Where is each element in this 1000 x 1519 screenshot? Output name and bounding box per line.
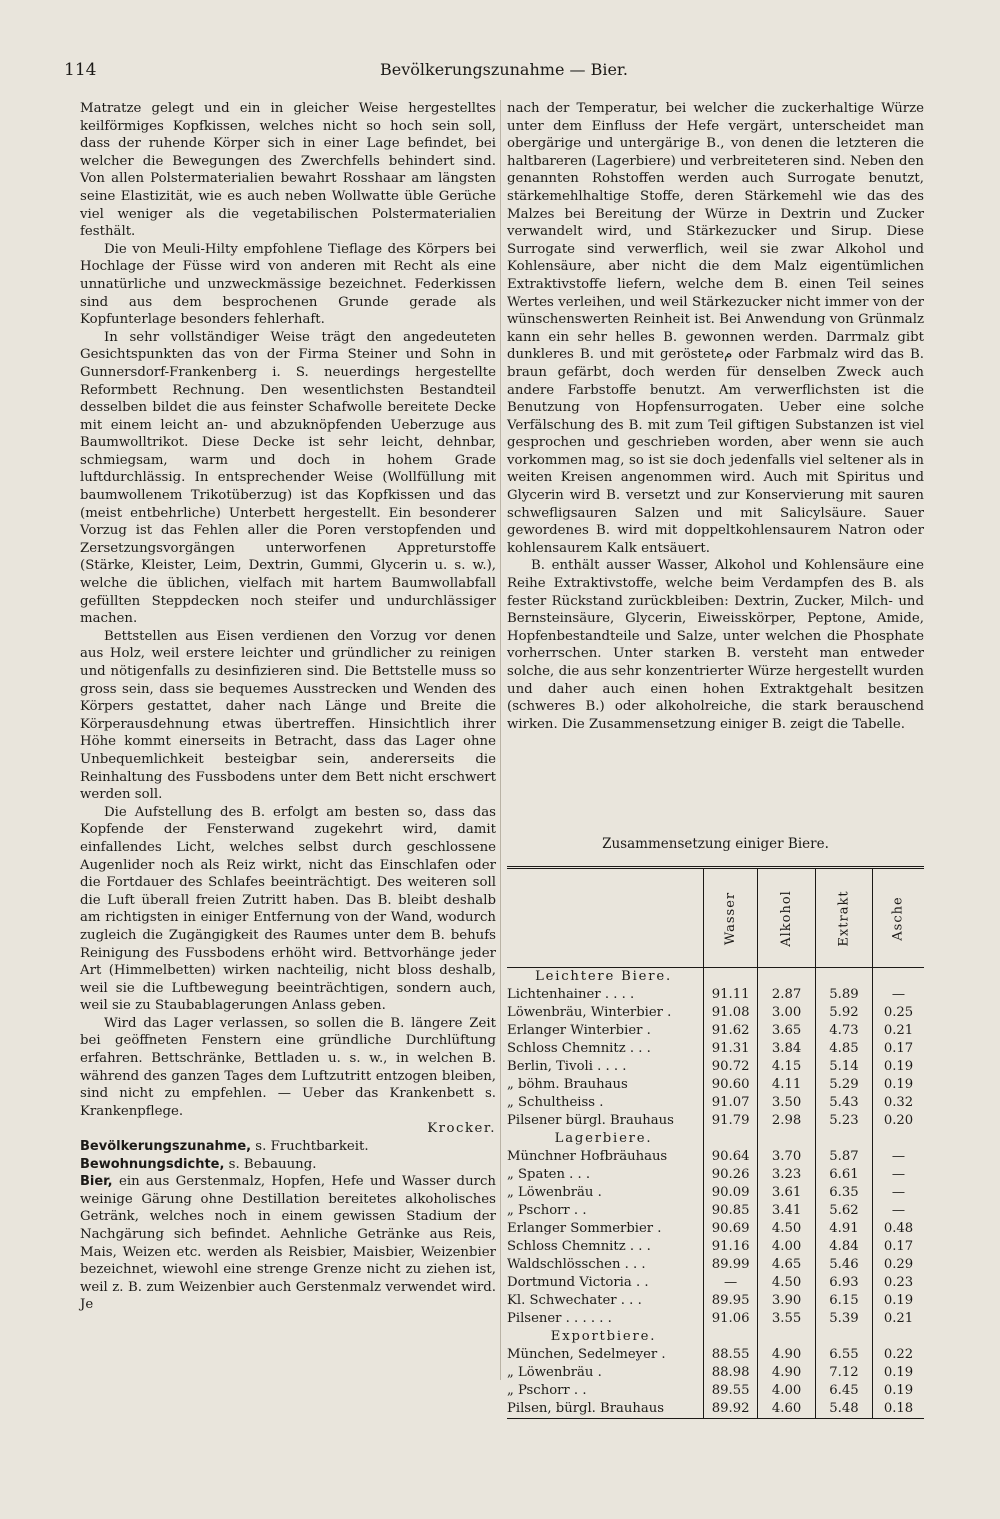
table-cell-empty [815,1130,872,1148]
value-cell: 89.92 [704,1400,758,1419]
column-header-wasser: Wasser [704,868,758,968]
value-cell: 3.41 [758,1202,816,1220]
value-cell: 4.60 [758,1400,816,1419]
value-cell: 0.23 [873,1274,925,1292]
beer-composition-table [507,866,924,1419]
beer-name-cell: Münchner Hofbräuhaus [507,1149,668,1164]
value-cell: 5.92 [815,1004,872,1022]
value-cell: 5.62 [815,1202,872,1220]
group-label: Exportbiere. [550,1329,657,1344]
value-cell: 5.23 [815,1112,872,1130]
table-row [507,1274,924,1292]
table-row [507,1310,924,1328]
value-cell: — [873,1202,925,1220]
value-cell: 4.90 [758,1346,816,1364]
value-cell: 90.26 [704,1166,758,1184]
value-cell: 3.84 [758,1040,816,1058]
paragraph-bettstellen: Bettstellen aus Eisen verdienen den Vorzug vor denen aus Holz, weil erstere leichter und gründlicher zu reinigen und nötigenfalls zu desinfizieren sind. Die Bettstelle muss so gross sein, dass sie bequemes Ausstrecken und Wenden des Körpers gestattet, daher nach Länge und Breite die Körperausdehnung etwas übertreffen. Hinsichtlich ihrer Höhe kommt einerseits in Betracht, dass das Lager ohne Unbequemlichkeit besteigbar sein, andererseits die Reinhaltung des Fussbodens unter dem Bett nicht erschwert werden soll. [80,628,496,803]
value-cell: 7.12 [815,1364,872,1382]
table-cell-empty [704,1130,758,1148]
left-column [80,100,496,1314]
value-cell: 5.46 [815,1256,872,1274]
value-cell: 91.62 [704,1022,758,1040]
paragraph-reformbett: In sehr vollständiger Weise trägt den angedeuteten Gesichtspunkten das von der Firma Steiner und Sohn in Gunnersdorf-Frankenberg i. S. neuerdings hergestellte Reformbett Rechnung. Den wesentlichsten Bestandteil desselben bildet die aus feinster Schafwolle bereitete Decke mit einem leicht an- und abzuknöpfenden Ueberzuge aus Baumwolltrikot. Diese Decke ist sehr leicht, dehnbar, schmiegsam, warm und doch in hohem Grade luftdurchlässig. In entsprechender Weise (Wollfüllung mit baumwollenem Trikotüberzug) ist das Kopfkissen und das (meist entbehrliche) Unterbett hergestellt. Ein besonderer Vorzug ist das Fehlen aller die Poren verstopfenden und Zersetzungsvorgängen unterworfenen Appreturstoffe (Stärke, Kleister, Leim, Dextrin, Gummi, Glycerin u. s. w.), welche die üblichen, vielfach mit hartem Baumwollabfall gefüllten Steppdecken noch steifer und undurchlässiger machen. [80,329,496,627]
paragraph-temperatur: nach der Temperatur, bei welcher die zuckerhaltige Würze unter dem Einfluss der Hefe vergärt, unterscheidet man obergärige und untergärige B., von denen die letzteren die haltbareren (Lagerbiere) und verbreiteteren sind. Neben den genannten Rohstoffen werden auch Surrogate benutzt, stärkemehlhaltige Stoffe, deren Stärkemehl wie das des Malzes bei Bereitung der Würze in Dextrin und Zucker verwandelt wird, und Stärkezucker und Sirup. Diese Surrogate sind verwerflich, weil sie zwar Alkohol und Kohlensäure, aber nicht die dem Malz eigentümlichen Extraktivstoffe liefern, welche dem B. einen Teil seines Wertes verleihen, und weil Stärkezucker nicht immer von der wünschenswerten Reinheit ist. Bei Anwendung von Grünmalz kann ein sehr helles B. gewonnen werden. Darrmalz gibt dunkleres B. und mit gerösteteم oder Farbmalz wird das B. braun gefärbt, doch werden für denselben Zweck auch andere Farbstoffe benutzt. Am verwerflichsten ist die Benutzung von Hopfensurrogaten. Ueber eine solche Verfälschung des B. mit zum Teil giftigen Substanzen ist viel gesprochen und geschrieben worden, aber wenn sie auch vorkommen mag, so ist sie doch jedenfalls viel seltener als in weiten Kreisen angenommen wird. Auch mit Spiritus und Glycerin wird B. versetzt und zur Konservierung mit sauren schwefligsauren Salzen und mit Salicylsäure. Sauer gewordenes B. wird mit doppeltkohlensaurem Natron oder kohlensaurem Kalk entsäuert. [507,101,924,556]
value-cell: 5.48 [815,1400,872,1419]
value-cell: 3.23 [758,1166,816,1184]
table-row [507,1382,924,1400]
entry-headword: Bevölkerungszunahme, [80,1139,252,1155]
group-label: Lagerbiere. [554,1131,653,1146]
beer-name-cell: „ Pschorr . . [507,1383,587,1398]
value-cell: 2.87 [758,986,816,1004]
table-row [507,1022,924,1040]
beer-name-cell: Berlin, Tivoli . . . . [507,1059,627,1074]
value-cell: 4.15 [758,1058,816,1076]
paragraph-matratze: Matratze gelegt und ein in gleicher Weise hergestelltes keilförmiges Kopfkissen, welches nicht so hoch sein soll, dass der ruhende Körper sich in einer Lage befindet, bei welcher die Bewegungen des Zwerchfells behindert sind. Von allen Polstermaterialien bewahrt Rosshaar am längsten seine Elastizität, wie es auch neben Wollwatte üble Gerüche viel weniger als die vegetabilischen Polstermaterialien festhält. [80,101,496,240]
value-cell: 91.07 [704,1094,758,1112]
value-cell: 88.98 [704,1364,758,1382]
table-cell-empty [815,968,872,987]
value-cell: 5.87 [815,1148,872,1166]
entry-crossref: s. Bebauung. [224,1156,317,1172]
table-row [507,1184,924,1202]
beer-name-cell: München, Sedelmeyer . [507,1347,666,1362]
value-cell: 4.73 [815,1022,872,1040]
beer-name-cell: Schloss Chemnitz . . . [507,1041,651,1056]
value-cell: 0.19 [873,1292,925,1310]
table-group-row [507,1328,924,1346]
table-row [507,1400,924,1419]
entry-bevoelkerungszunahme [80,1138,496,1156]
value-cell: 3.70 [758,1148,816,1166]
value-cell: 89.55 [704,1382,758,1400]
beer-name-cell: „ Spaten . . . [507,1167,591,1182]
beer-name-cell: Kl. Schwechater . . . [507,1293,642,1308]
table-cell-empty [758,1130,816,1148]
value-cell: 0.17 [873,1040,925,1058]
table-row [507,1058,924,1076]
beer-name-cell: „ Pschorr . . [507,1203,587,1218]
value-cell: 6.93 [815,1274,872,1292]
value-cell: 6.15 [815,1292,872,1310]
beer-name-cell: „ Löwenbräu . [507,1185,602,1200]
value-cell: 90.64 [704,1148,758,1166]
table-row [507,1076,924,1094]
value-cell: 88.55 [704,1346,758,1364]
value-cell: 90.09 [704,1184,758,1202]
value-cell: 4.11 [758,1076,816,1094]
right-column [507,100,924,733]
table-row [507,1148,924,1166]
entry-crossref: s. Fruchtbarkeit. [251,1139,369,1155]
value-cell: 91.31 [704,1040,758,1058]
value-cell: 0.25 [873,1004,925,1022]
table-row [507,986,924,1004]
value-cell: 0.18 [873,1400,925,1419]
value-cell: 6.35 [815,1184,872,1202]
value-cell: 90.85 [704,1202,758,1220]
value-cell: 0.22 [873,1346,925,1364]
value-cell: 6.45 [815,1382,872,1400]
value-cell: — [873,1148,925,1166]
group-label: Leichtere Biere. [535,969,672,984]
value-cell: 3.50 [758,1094,816,1112]
value-cell: — [873,986,925,1004]
beer-name-cell: „ böhm. Brauhaus [507,1077,628,1092]
value-cell: 4.00 [758,1382,816,1400]
value-cell: 0.19 [873,1382,925,1400]
column-header-alkohol: Alkohol [758,868,816,968]
beer-name-cell: Pilsener bürgl. Brauhaus [507,1113,674,1128]
table-cell-empty [704,1328,758,1346]
beer-name-cell: Erlanger Sommerbier . [507,1221,662,1236]
beer-name-cell: Lichtenhainer . . . . [507,987,635,1002]
value-cell: 91.16 [704,1238,758,1256]
entry-text: ein aus Gerstenmalz, Hopfen, Hefe und Wasser durch weinige Gärung ohne Destillation bereitetes alkoholisches Getränk, welches noch in einem gewissen Stadium der Nachgärung sich befindet. Aehnliche Getränke aus Reis, Mais, Weizen etc. werden als Reisbier, Maisbier, Weizenbier bezeichnet, wiewohl eine strenge Grenze nicht zu ziehen ist, weil z. B. zum Weizenbier auch Gerstenmalz verwendet wird. Je [80,1174,496,1313]
table-row [507,1112,924,1130]
table-row [507,1364,924,1382]
beer-name-cell: Dortmund Victoria . . [507,1275,649,1290]
value-cell: 0.48 [873,1220,925,1238]
author-signature: Krocker. [427,1121,496,1137]
beer-name-cell: Erlanger Winterbier . [507,1023,651,1038]
value-cell: 4.65 [758,1256,816,1274]
column-divider [500,100,501,1380]
table-cell-empty [873,1130,925,1148]
paragraph-aufstellung: Die Aufstellung des B. erfolgt am besten so, dass das Kopfende der Fensterwand zugekehrt wird, damit einfallendes Licht, welches selbst durch geschlossene Augenlider noch als Reiz wirkt, nicht das Einschlafen oder die Fortdauer des Schlafes beeinträchtigt. Des weiteren soll die Luft überall freien Zutritt haben. Das B. bleibt deshalb am richtigsten in einiger Entfernung von der Wand, wodurch zugleich die Zugängigkeit des Raumes unter dem B. behufs Reinigung des Fussbodens erhöht wird. Bettvorhänge jeder Art (Himmelbetten) wirken nachteilig, nicht bloss deshalb, weil sie die Luftbewegung beeinträchtigen, sondern auch, weil sie zu Staubablagerungen Anlass geben. [80,804,496,1014]
value-cell: 91.11 [704,986,758,1004]
table-row [507,1292,924,1310]
value-cell: — [873,1184,925,1202]
table-row [507,1238,924,1256]
value-cell: 5.29 [815,1076,872,1094]
value-cell: 4.00 [758,1238,816,1256]
value-cell: 4.84 [815,1238,872,1256]
value-cell: 6.61 [815,1166,872,1184]
table-body [507,968,924,1419]
table-cell-empty [758,968,816,987]
value-cell: — [704,1274,758,1292]
value-cell: 0.20 [873,1112,925,1130]
value-cell: 0.29 [873,1256,925,1274]
value-cell: 3.00 [758,1004,816,1022]
value-cell: 90.69 [704,1220,758,1238]
table-row [507,1346,924,1364]
paragraph-enthaelt: B. enthält ausser Wasser, Alkohol und Kohlensäure eine Reihe Extraktivstoffe, welche beim Verdampfen des B. als fester Rückstand zurückbleiben: Dextrin, Zucker, Milch- und Bernsteinsäure, Glycerin, Eiweisskörper, Peptone, Amide, Hopfenbestandteile und Salze, unter welchen die Phosphate vorherrschen. Unter starken B. versteht man entweder solche, die aus sehr konzentrierter Würze hergestellt wurden und daher auch einen hohen Extraktgehalt besitzen (schweres B.) oder alkoholreiche, die stark berauschend wirken. Die Zusammensetzung einiger B. zeigt die Tabelle. [507,558,924,732]
value-cell: 0.17 [873,1238,925,1256]
value-cell: 5.14 [815,1058,872,1076]
table-row [507,1256,924,1274]
page-number: 114 [64,60,97,80]
paragraph-tieflage: Die von Meuli-Hilty empfohlene Tieflage des Körpers bei Hochlage der Füsse wird von anderen mit Recht als eine unnatürliche und unzweckmässige bezeichnet. Federkissen sind aus dem besprochenen Grunde gerade als Kopfunterlage besonders fehlerhaft. [80,241,496,328]
table-row [507,1040,924,1058]
value-cell: 91.06 [704,1310,758,1328]
table-cell-empty [704,968,758,987]
value-cell: 0.32 [873,1094,925,1112]
value-cell: — [873,1166,925,1184]
table-row [507,1094,924,1112]
value-cell: 90.60 [704,1076,758,1094]
entry-headword: Bier, [80,1174,113,1190]
table-group-row [507,968,924,987]
value-cell: 90.72 [704,1058,758,1076]
value-cell: 3.61 [758,1184,816,1202]
table-row [507,1202,924,1220]
entry-bier [80,1173,496,1314]
table-row [507,1166,924,1184]
value-cell: 4.50 [758,1274,816,1292]
value-cell: 2.98 [758,1112,816,1130]
column-header-asche: Asche [873,868,925,968]
value-cell: 3.65 [758,1022,816,1040]
paragraph-lager-verlassen: Wird das Lager verlassen, so sollen die B. längere Zeit bei geöffneten Fenstern eine gründliche Durchlüftung erfahren. Bettschränke, Bettladen u. s. w., in welchen B. während des ganzen Tages dem Luftzutritt entzogen bleiben, sind nicht zu empfehlen. — Ueber das Krankenbett s. Krankenpflege. [80,1015,496,1119]
table-cell-empty [758,1328,816,1346]
value-cell: 3.90 [758,1292,816,1310]
value-cell: 4.90 [758,1364,816,1382]
value-cell: 4.91 [815,1220,872,1238]
column-header-extrakt: Extrakt [815,868,872,968]
running-title: Bevölkerungszunahme — Bier. [380,60,628,79]
table-header-row [507,868,924,968]
table-cell-empty [873,1328,925,1346]
beer-name-cell: „ Schultheiss . [507,1095,604,1110]
beer-name-cell: Löwenbräu, Winterbier . [507,1005,672,1020]
entry-headword: Bewohnungsdichte, [80,1156,225,1172]
table-cell-empty [815,1328,872,1346]
value-cell: 5.39 [815,1310,872,1328]
value-cell: 91.08 [704,1004,758,1022]
value-cell: 91.79 [704,1112,758,1130]
beer-name-cell: Waldschlösschen . . . [507,1257,646,1272]
beer-name-cell: Pilsen, bürgl. Brauhaus [507,1400,704,1419]
value-cell: 4.50 [758,1220,816,1238]
value-cell: 4.85 [815,1040,872,1058]
value-cell: 6.55 [815,1346,872,1364]
beer-name-cell: „ Löwenbräu . [507,1365,602,1380]
value-cell: 89.95 [704,1292,758,1310]
value-cell: 0.19 [873,1076,925,1094]
beer-name-cell: Pilsener . . . . . . [507,1311,612,1326]
value-cell: 0.19 [873,1058,925,1076]
value-cell: 5.43 [815,1094,872,1112]
value-cell: 0.19 [873,1364,925,1382]
table-row [507,1220,924,1238]
table-cell-empty [873,968,925,987]
table-title: Zusammensetzung einiger Biere. [602,836,829,852]
table-header-blank [507,868,704,968]
entry-bewohnungsdichte [80,1156,496,1174]
value-cell: 0.21 [873,1310,925,1328]
value-cell: 3.55 [758,1310,816,1328]
beer-name-cell: Schloss Chemnitz . . . [507,1239,651,1254]
value-cell: 0.21 [873,1022,925,1040]
value-cell: 5.89 [815,986,872,1004]
table-row [507,1004,924,1022]
table-group-row [507,1130,924,1148]
value-cell: 89.99 [704,1256,758,1274]
